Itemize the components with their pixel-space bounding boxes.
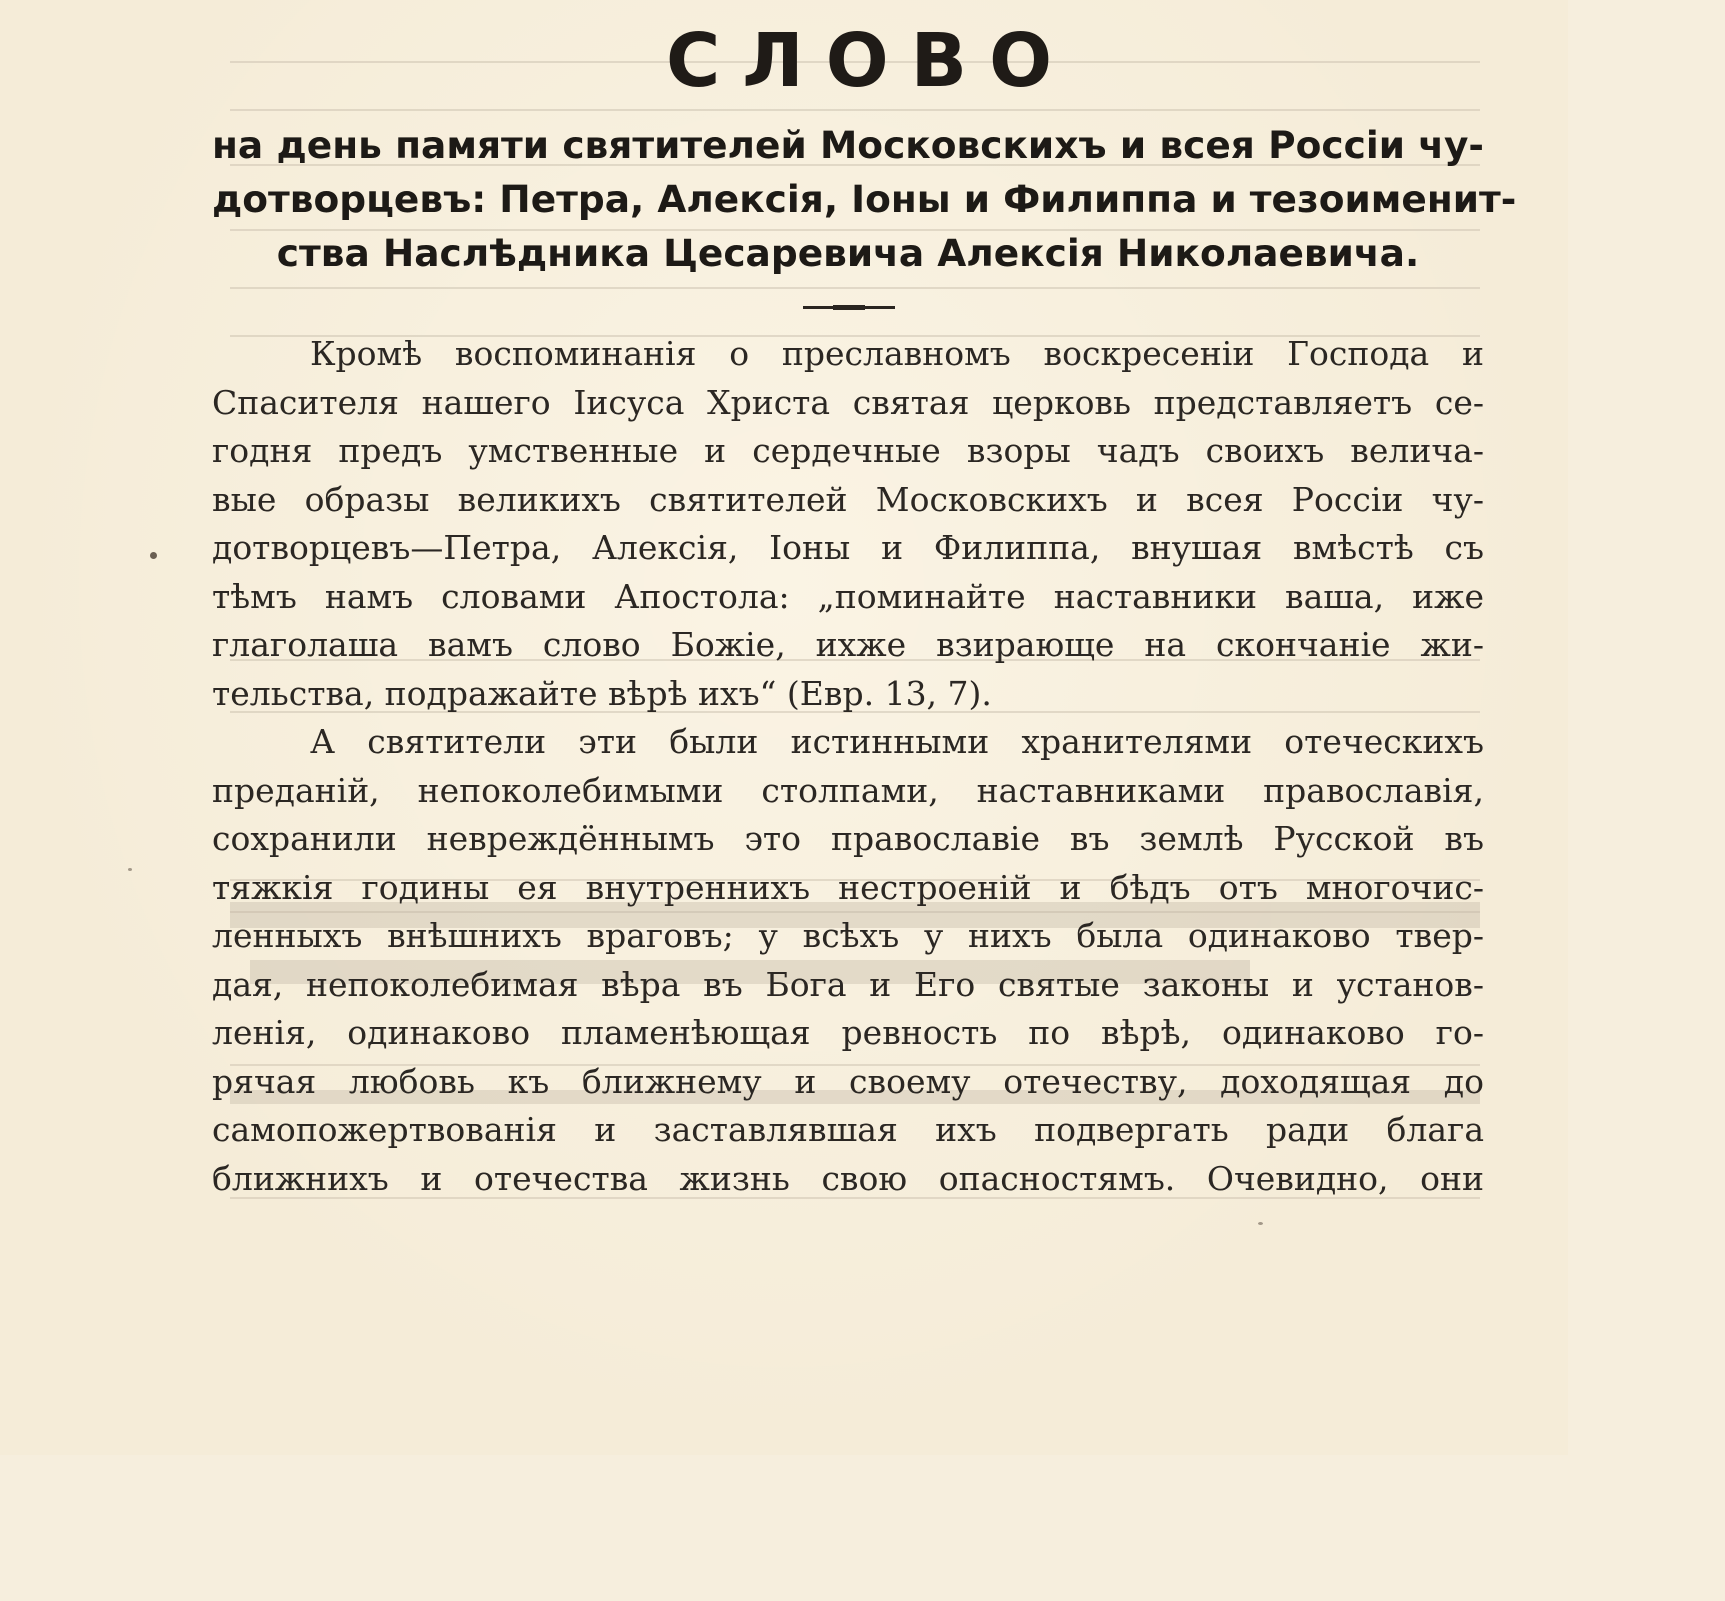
- text-line: преданій, непоколебимыми столпами, наставниками православія,: [212, 770, 1484, 810]
- decorative-rule: [803, 306, 895, 309]
- text-line: рячая любовь къ ближнему и своему отечеству, доходящая до: [212, 1061, 1484, 1101]
- heading-line: ства Наслѣдника Цесаревича Алексія Николаевича.: [276, 231, 1420, 275]
- text-line: Спасителя нашего Іисуса Христа святая церковь представляетъ се-: [212, 382, 1484, 422]
- text-line: ближнихъ и отечества жизнь свою опасностямъ. Очевидно, они: [212, 1158, 1484, 1198]
- text-line: вые образы великихъ святителей Московскихъ и всея Россіи чу-: [212, 479, 1484, 519]
- ink-speck: [150, 552, 157, 559]
- text-line: тельства, подражайте вѣрѣ ихъ“ (Евр. 13, 7).: [212, 673, 992, 713]
- text-line: годня предъ умственные и сердечные взоры чадъ своихъ велича-: [212, 431, 1484, 470]
- page-title: СЛОВО: [666, 18, 1074, 104]
- ink-speck: [1258, 1222, 1263, 1225]
- body-text: [212, 330, 1484, 1203]
- text-line: дая, непоколебимая вѣра въ Бога и Его святые законы и установ-: [212, 964, 1484, 1004]
- heading-line: на день памяти святителей Московскихъ и всея Россіи чу-: [212, 123, 1484, 167]
- text-line: дотворцевъ—Петра, Алексія, Іоны и Филиппа, внушая вмѣстѣ съ: [212, 528, 1484, 567]
- text-line: ленія, одинаково пламенѣющая ревность по вѣрѣ, одинаково го-: [212, 1013, 1484, 1052]
- ink-speck: [128, 868, 132, 871]
- text-line: сохранили невреждённымъ это православіе въ землѣ Русской въ: [212, 819, 1484, 858]
- text-line: глаголаша вамъ слово Божіе, ихже взирающе на скончаніе жи-: [212, 625, 1484, 664]
- text-line: Кромѣ воспоминанія о преславномъ воскресеніи Господа и: [310, 334, 1484, 373]
- sermon-heading: [212, 118, 1517, 280]
- text-line: А святители эти были истинными хранителями отеческихъ: [310, 722, 1484, 761]
- text-line: тѣмъ намъ словами Апостола: „поминайте наставники ваша, иже: [212, 576, 1484, 616]
- heading-line: дотворцевъ: Петра, Алексія, Іоны и Филиппа и тезоименит-: [212, 177, 1517, 221]
- text-line: тяжкія годины ея внутреннихъ нестроеній и бѣдъ отъ многочис-: [212, 867, 1484, 907]
- text-line: ленныхъ внѣшнихъ враговъ; у всѣхъ у нихъ была одинаково твер-: [212, 916, 1484, 955]
- text-line: самопожертвованія и заставлявшая ихъ подвергать ради блага: [212, 1110, 1484, 1149]
